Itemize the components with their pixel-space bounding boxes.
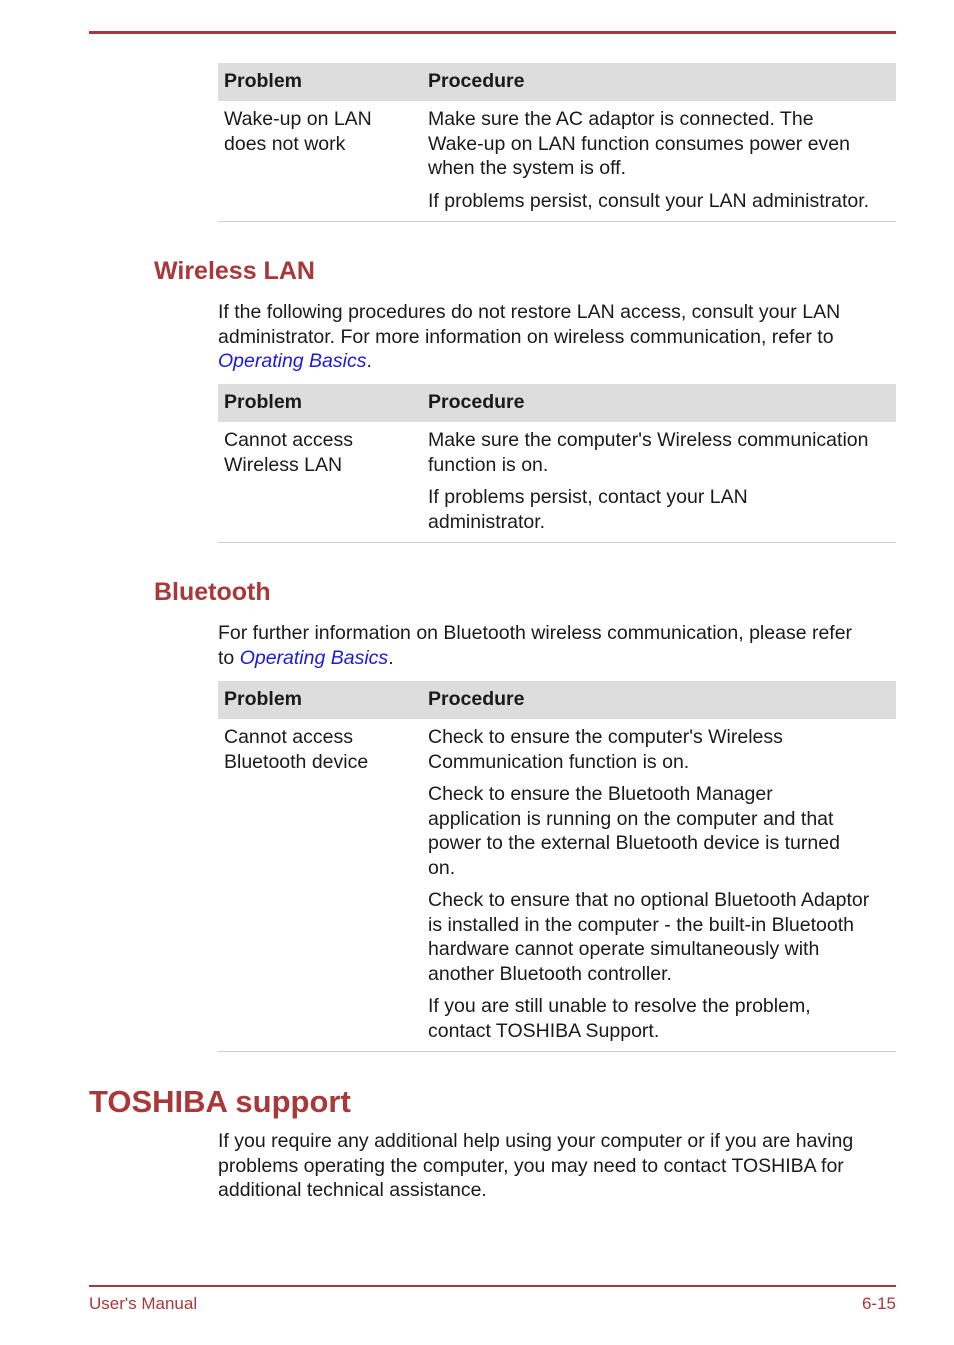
procedure-paragraph: Make sure the computer's Wireless communication function is on. bbox=[428, 429, 869, 476]
procedure-cell bbox=[422, 101, 896, 222]
problem-column-header: Problem bbox=[218, 63, 422, 101]
procedure-paragraph: Check to ensure the Bluetooth Manager application is running on the computer and that power to the external Bluetooth device is turned on. bbox=[428, 783, 840, 879]
procedure-paragraph: Check to ensure that no optional Bluetooth Adaptor is installed in the computer - the built-in Bluetooth hardware cannot operate simultaneously with another Bluetooth controller. bbox=[428, 889, 870, 985]
procedure-paragraph: If you are still unable to resolve the problem, contact TOSHIBA Support. bbox=[428, 995, 811, 1042]
wireless-lan-intro: If the following procedures do not restore LAN access, consult your LAN administrator. For more information on wireless communication, refer to Operating Basics. bbox=[218, 301, 841, 372]
problem-cell: Cannot access Bluetooth device bbox=[218, 719, 422, 1052]
bluetooth-problem-table bbox=[218, 681, 896, 1052]
table-row bbox=[218, 101, 896, 222]
header-rule bbox=[89, 31, 896, 34]
table-header-row bbox=[218, 63, 896, 101]
toshiba-support-paragraph: If you require any additional help using your computer or if you are having problems operating the computer, you may need to contact TOSHIBA for additional technical assistance. bbox=[218, 1130, 854, 1201]
wireless-lan-problem-table bbox=[218, 384, 896, 543]
procedure-paragraph: If problems persist, consult your LAN administrator. bbox=[428, 189, 870, 212]
procedure-paragraph: If problems persist, contact your LAN administrator. bbox=[428, 486, 748, 533]
wireless-lan-heading: Wireless LAN bbox=[154, 257, 315, 285]
footer-manual-title: User's Manual bbox=[89, 1294, 198, 1313]
table-header-row bbox=[218, 681, 896, 719]
bluetooth-heading: Bluetooth bbox=[154, 578, 271, 606]
problem-cell: Cannot access Wireless LAN bbox=[218, 422, 422, 543]
procedure-cell bbox=[422, 422, 896, 543]
procedure-cell bbox=[422, 719, 896, 1052]
footer-rule bbox=[89, 1285, 896, 1287]
problem-column-header: Problem bbox=[218, 681, 422, 719]
procedure-paragraph: Check to ensure the computer's Wireless Communication function is on. bbox=[428, 726, 783, 773]
operating-basics-link[interactable]: Operating Basics bbox=[239, 646, 389, 669]
procedure-column-header: Procedure bbox=[422, 681, 896, 719]
problem-column-header: Problem bbox=[218, 384, 422, 422]
table-header-row bbox=[218, 384, 896, 422]
table-row bbox=[218, 422, 896, 543]
bluetooth-intro: For further information on Bluetooth wireless communication, please refer to Operating Basics. bbox=[218, 622, 853, 669]
operating-basics-link[interactable]: Operating Basics bbox=[218, 350, 367, 372]
procedure-column-header: Procedure bbox=[422, 384, 896, 422]
table-row bbox=[218, 719, 896, 1052]
problem-cell: Wake-up on LAN does not work bbox=[218, 101, 422, 222]
footer-page-number: 6-15 bbox=[861, 1294, 896, 1313]
procedure-paragraph: Make sure the AC adaptor is connected. The Wake-up on LAN function consumes power even when the system is off. bbox=[428, 108, 851, 179]
lan-problem-table bbox=[218, 63, 896, 222]
toshiba-support-heading: TOSHIBA support bbox=[89, 1084, 351, 1119]
procedure-column-header: Procedure bbox=[422, 63, 896, 101]
